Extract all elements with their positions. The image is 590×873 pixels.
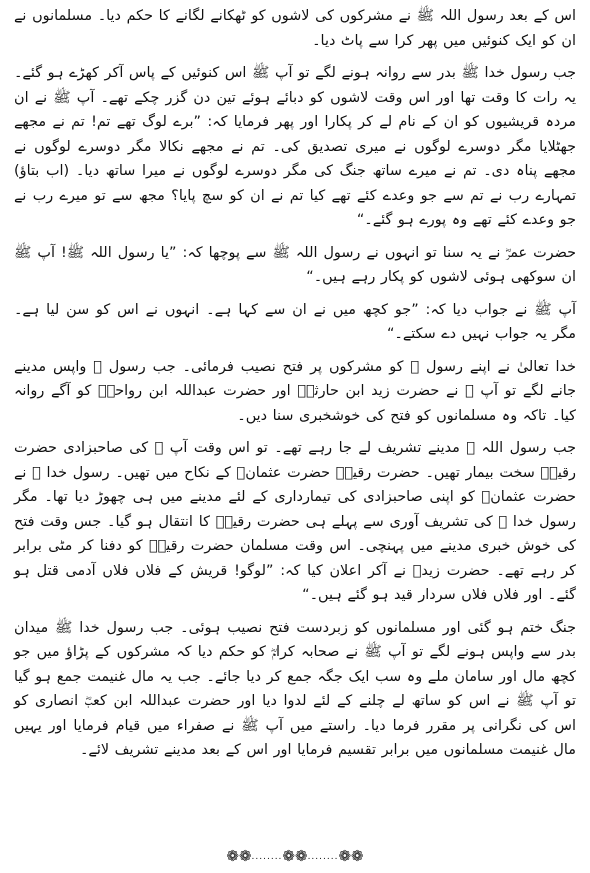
divider-dots: ........ bbox=[251, 852, 283, 862]
paragraph-burial: اس کے بعد رسول اللہ ﷺ نے مشرکوں کی لاشوں کو ٹھکانے لگانے کا حکم دیا۔ مسلمانوں نے ان کو ایک کنوئیں میں پھر کرا سے پاٹ دیا۔ bbox=[14, 8, 576, 49]
paragraph-spoils: جنگ ختم ہو گئی اور مسلمانوں کو زبردست فتح نصیب ہوئی۔ جب رسول خدا ﷺ میدان بدر سے واپس ہونے لگے تو آپ ﷺ نے صحابہ کرامؓ کو حکم دیا کہ مشرکوں کے پڑاؤ میں جو کچھ مال اور سامان ملے وہ سب ایک جگہ جمع کر دیا جائے۔ جب یہ مال غنیمت جمع ہو گیا تو آپ ﷺ نے اس کو ساتھ لے چلنے کے لئے لدوا دیا اور حضرت عبداللہ ابن کعبؓ انصاری کو اس کی نگرانی پر مقرر فرما دیا۔ راستے میں آپ ﷺ نے صفراء میں قیام فرمایا اور یہیں مال غنیمت مسلمانوں میں برابر تقسیم فرمایا اور اس کے بعد مدینے تشریف لائے۔ bbox=[14, 619, 576, 758]
divider-dots: ........ bbox=[307, 852, 339, 862]
paragraph-victory-news: خدا تعالیٰ نے اپنے رسول ﷺ کو مشرکوں پر فتح نصیب فرمائی۔ جب رسول ﷺ واپس مدینے جانے لگے تو آپ ﷺ نے حضرت زید ابن حارثہؓ اور حضرت عبداللہ ابن رواحہؓ کو آگے روانہ کیا۔ تاکہ وہ مسلمانوں کو فتح کی خوشخبری سنا دیں۔ bbox=[14, 358, 576, 424]
paragraph-umar-question: حضرت عمرؓ نے یہ سنا تو انہوں نے رسول اللہ ﷺ سے پوچھا کہ: ”یا رسول اللہ ﷺ! آپ ﷺ ان سوکھی ہوئی لاشوں کو پکار رہے ہیں۔“ bbox=[14, 244, 576, 285]
paragraph-well-address: جب رسول خدا ﷺ بدر سے روانہ ہونے لگے تو آپ ﷺ اس کنوئیں کے پاس آکر کھڑے ہو گئے۔ یہ رات کا وقت تھا اور اس وقت لاشوں کو دبائے ہوئے تین دن گزر چکے تھے۔ آپ ﷺ نے ان مردہ قریشیوں کو ان کے نام لے کر پکارا اور پھر فرمایا کہ: ”برے لوگ تھے تم! تم نے مجھے جھٹلایا مگر دوسرے لوگوں نے میری تصدیق کی۔ تم نے مجھے نکالا مگر دوسرے لوگوں نے مجھے پناہ دی۔ تم نے میرے ساتھ جنگ کی مگر دوسرے لوگوں نے میرا ساتھ دیا۔ (اب بتاؤ) تمہارے رب نے تم سے جو وعدے کئے تھے کیا تم نے ان کو سچ پایا؟ مجھ سے تو میرے رب نے جو وعدے کئے تھے وہ پورے ہو گئے۔“ bbox=[14, 65, 576, 228]
flower-ornament-icon: ❁❁ bbox=[282, 847, 308, 865]
flower-ornament-icon: ❁❁ bbox=[338, 847, 364, 865]
flower-ornament-icon: ❁❁ bbox=[226, 847, 252, 865]
paragraph-ruqayya: جب رسول اللہ ﷺ مدینے تشریف لے جا رہے تھے۔ تو اس وقت آپ ﷺ کی صاحبزادی حضرت رقیہؓ سخت بیمار تھیں۔ حضرت رقیہؓ حضرت عثمانؓ کے نکاح میں تھیں۔ رسول خدا ﷺ نے حضرت عثمانؓ کو اپنی صاحبزادی کی تیمارداری کے لئے مدینے میں ہی چھوڑ دیا تھا۔ مگر رسول خدا ﷺ کی تشریف آوری سے پہلے ہی حضرت رقیہؓ کا انتقال ہو گیا۔ جس وقت فتح کی خوش خبری مدینے میں پہنچی۔ اس وقت مسلمان حضرت رقیہؓ کو دفنا کر مٹی برابر کر رہے تھے۔ حضرت زیدؓ نے آکر اعلان کیا کہ: ”لوگو! قریش کے فلاں فلاں آدمی قتل ہو گئے۔ اور فلاں فلاں سردار قید ہو گئے ہیں۔“ bbox=[14, 440, 576, 603]
paragraph-prophet-answer: آپ ﷺ نے جواب دیا کہ: ”جو کچھ میں نے ان سے کہا ہے۔ انہوں نے اس کو سن لیا ہے۔ مگر یہ جواب نہیں دے سکتے۔“ bbox=[14, 301, 576, 342]
section-divider bbox=[0, 846, 590, 867]
